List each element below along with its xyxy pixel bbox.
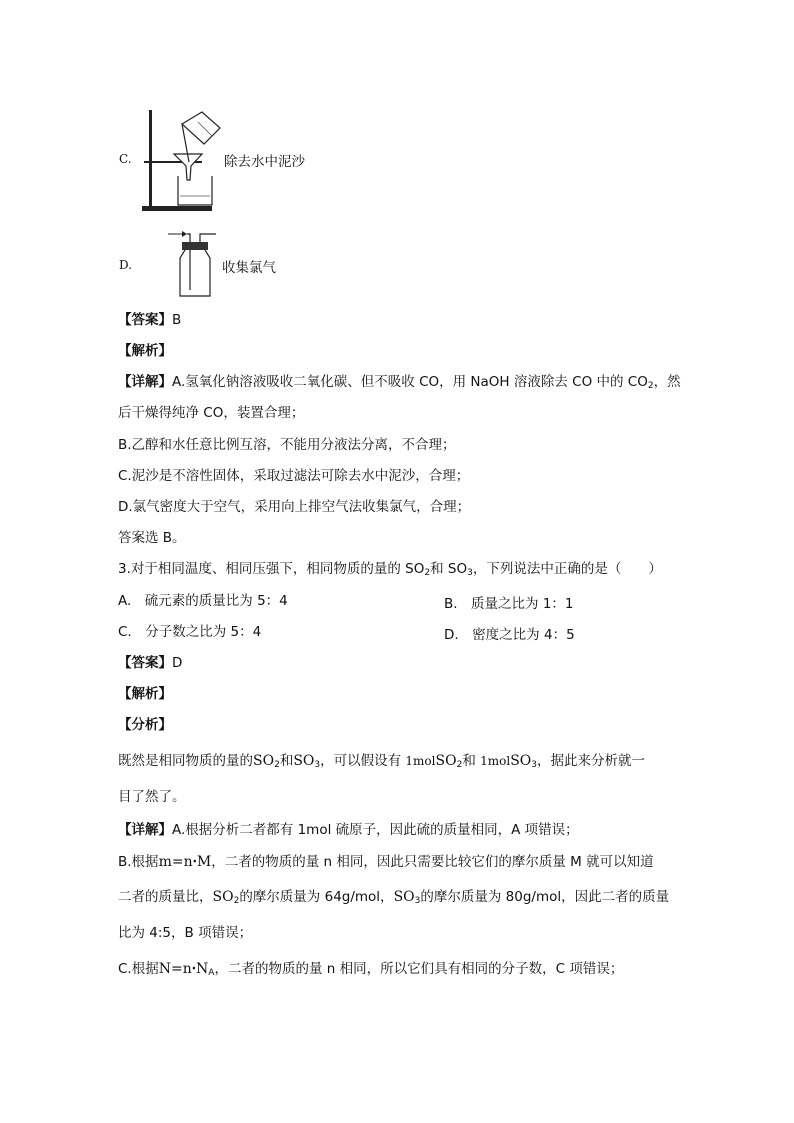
q2-detail-d: D.氯气密度大于空气，采用向上排空气法收集氯气，合理； [118,499,471,515]
q3-detail-b-line2: 二者的质量比，$SO_2$的摩尔质量为 64g/mol，$SO_3$的摩尔质量为 80g/mol，因此二者的质量 [118,889,670,906]
q3-option-d: D. 密度之比为 4：5 [444,627,575,643]
q3-stem: 3.对于相同温度、相同压强下，相同物质的量的 $SO_2$和 $SO_3$，下列说法中正确的是（ ） [118,561,662,578]
q3-detail-c: C.根据N=nꞏN$_A$，二者的物质的量 n 相同，所以它们具有相同的分子数，C 项错误； [118,961,624,978]
detail-tag: 【详解】 [118,374,172,390]
q3-analysis-tag: 【解析】 [118,686,172,702]
option-c-label: C. [119,152,132,166]
q2-detail-a-line2: 后干燥得纯净 CO，装置合理； [118,405,305,421]
option-d-caption: 收集氯气 [222,260,276,276]
formula-N-n-NA: N=nꞏN [158,961,209,977]
q2-detail-c: C.泥沙是不溶性固体，采取过滤法可除去水中泥沙，合理； [118,468,470,484]
formula-m-n-M: m=nꞏM [158,854,212,870]
option-c-caption: 除去水中泥沙 [224,154,305,170]
q3-option-a: A. 硫元素的质量比为 5：4 [118,593,288,609]
q2-conclusion: 答案选 B。 [118,530,186,546]
answer-value: B [172,312,182,328]
answer-tag: 【答案】 [118,312,172,328]
q2-detail-b: B.乙醇和水任意比例互溶，不能用分液法分离，不合理； [118,437,456,453]
filtration-apparatus-figure [140,110,230,215]
q3-detail-a: 【详解】A.根据分析二者都有 1mol 硫原子，因此硫的质量相同，A 项错误； [118,822,579,838]
q3-detail-b-line3: 比为 4:5，B 项错误； [118,925,253,941]
gas-collection-bottle-figure [168,228,218,298]
answer-value: D [172,655,183,671]
q3-fenxi-tag: 【分析】 [118,717,172,733]
q2-answer-line [118,311,181,329]
q2-detail-a-line1: 【详解】A.氢氧化钠溶液吸收二氧化碳、但不吸收 CO，用 NaOH 溶液除去 CO 中的 $CO_2$，然 [118,374,681,391]
q3-fenxi-line2: 目了然了。 [118,789,186,805]
q3-option-b: B. 质量之比为 1：1 [444,596,574,612]
option-d-label: D. [119,258,133,272]
q3-option-c: C. 分子数之比为 5：4 [118,624,262,640]
q3-answer-line: 【答案】D [118,655,183,671]
q3-detail-b-line1: B.根据m=nꞏM，二者的物质的量 n 相同，因此只需要比较它们的摩尔质量 M 就可以知道 [118,854,654,870]
q3-fenxi-line1: 既然是相同物质的量的$SO_2$和$SO_3$，可以假设有 1molSO$_2$和 1molSO$_3$，据此来分析就一 [118,753,645,770]
q2-analysis-tag: 【解析】 [118,343,172,359]
